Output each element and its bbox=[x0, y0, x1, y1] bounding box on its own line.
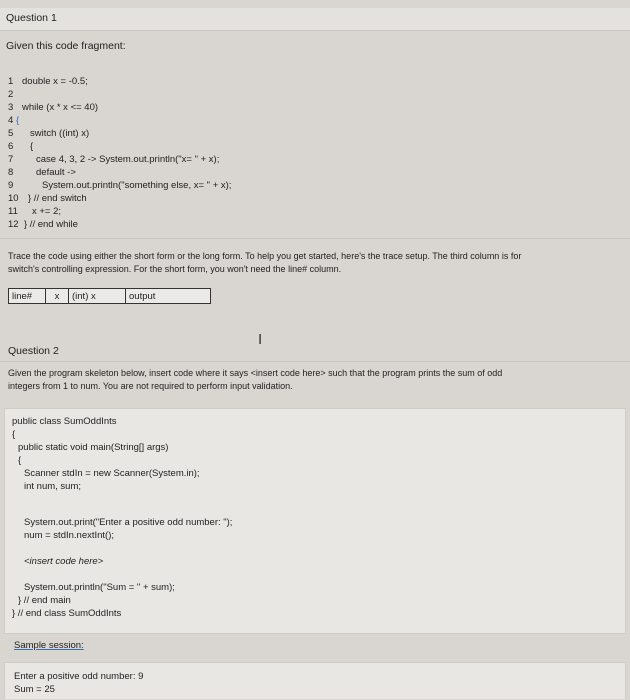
trace-table bbox=[8, 288, 211, 304]
line-number: 11 bbox=[8, 206, 18, 217]
line-number: 3 bbox=[8, 102, 14, 113]
code-line: Scanner stdIn = new Scanner(System.in); bbox=[24, 468, 200, 479]
code-line: double x = -0.5; bbox=[22, 76, 88, 87]
code-line: switch ((int) x) bbox=[30, 128, 90, 139]
line-number: 12 bbox=[8, 219, 19, 230]
trace-instructions-line-2: switch's controlling expression. For the short form, you won't need the line# column. bbox=[8, 264, 342, 274]
line-number: 1 bbox=[8, 76, 14, 87]
code-line: x += 2; bbox=[32, 206, 62, 217]
divider bbox=[0, 361, 630, 362]
code-line: { bbox=[12, 429, 16, 440]
sample-session-label: Sample session: bbox=[14, 640, 84, 651]
trace-instructions-line-1: Trace the code using either the short form or the long form. To help you get started, here's the trace setup. The third column is for bbox=[8, 251, 522, 261]
code-line: } // end class SumOddInts bbox=[12, 608, 122, 619]
question-2-desc-line-2: integers from 1 to num. You are not required to perform input validation. bbox=[8, 381, 293, 391]
code-line: default -> bbox=[36, 167, 76, 178]
question-1-intro: Given this code fragment: bbox=[6, 40, 126, 52]
line-number: 9 bbox=[8, 180, 14, 191]
sample-output-line: Sum = 25 bbox=[14, 684, 55, 695]
insert-code-placeholder: <insert code here> bbox=[24, 556, 104, 567]
code-line: num = stdIn.nextInt(); bbox=[24, 530, 115, 541]
code-line: case 4, 3, 2 -> System.out.println("x= " + x); bbox=[36, 154, 220, 165]
code-line: public class SumOddInts bbox=[12, 416, 117, 427]
line-number: 10 bbox=[8, 193, 19, 204]
trace-header-int-x: (int) x bbox=[69, 289, 126, 304]
code-line: public static void main(String[] args) bbox=[18, 442, 169, 453]
code-line: } // end while bbox=[24, 219, 78, 230]
line-number: 7 bbox=[8, 154, 14, 165]
question-2-desc-line-1: Given the program skeleton below, insert code where it says <insert code here> such that the program prints the sum of odd bbox=[8, 368, 503, 378]
code-line: System.out.println("Sum = " + sum); bbox=[24, 582, 175, 593]
question-1-header bbox=[0, 8, 630, 31]
sample-output-line: Enter a positive odd number: 9 bbox=[14, 671, 144, 682]
line-number: 5 bbox=[8, 128, 14, 139]
code-line: System.out.print("Enter a positive odd number: "); bbox=[24, 517, 233, 528]
code-line: System.out.println("something else, x= " + x); bbox=[42, 180, 232, 191]
text-cursor-icon: I bbox=[258, 331, 263, 348]
question-1-title: Question 1 bbox=[6, 12, 57, 24]
trace-header-x: x bbox=[46, 289, 69, 304]
question-2-title: Question 2 bbox=[8, 345, 59, 357]
code-line: { bbox=[16, 115, 20, 126]
code-line: } // end main bbox=[18, 595, 71, 606]
code-line: while (x * x <= 40) bbox=[22, 102, 99, 113]
trace-header-line: line# bbox=[9, 289, 46, 304]
code-line: } // end switch bbox=[28, 193, 87, 204]
line-number: 8 bbox=[8, 167, 14, 178]
trace-header-output: output bbox=[126, 289, 211, 304]
line-number: 4 bbox=[8, 115, 14, 126]
code-line: int num, sum; bbox=[24, 481, 82, 492]
divider bbox=[0, 238, 630, 239]
code-line: { bbox=[30, 141, 34, 152]
trace-header-row bbox=[9, 289, 211, 304]
line-number: 2 bbox=[8, 89, 14, 100]
code-line: { bbox=[18, 455, 22, 466]
line-number: 6 bbox=[8, 141, 14, 152]
